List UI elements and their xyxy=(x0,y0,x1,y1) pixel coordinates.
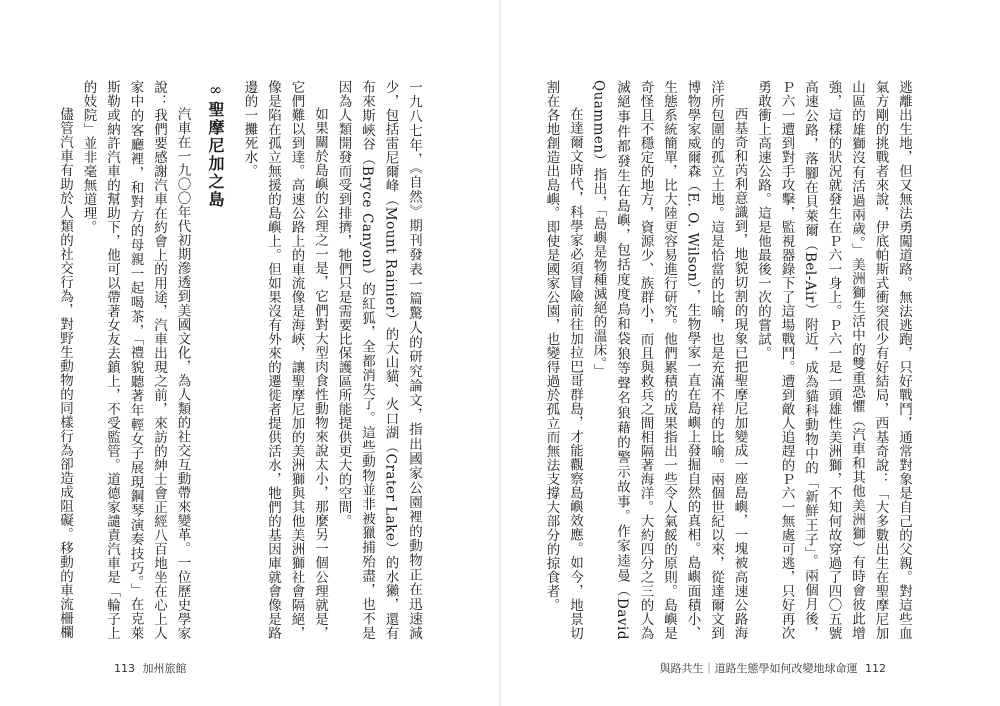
section-title: 聖摩尼加之島 xyxy=(206,101,225,209)
page-number: 113 xyxy=(114,662,135,675)
paragraph: 一九八七年，《自然》期刊發表一篇驚人的研究論文，指出國家公園裡的動物正在迅速減少，包括雷尼爾峰（Mount Rainier）的大山貓、火口湖（Crater Lake）的水獺，還有布來斯峽谷（Bryce Canyon）的紅狐，全都消失了。這些動物並非被獵捕殆盡，也不是因為人類開發而受到排擠，牠們只是需要比保護區所能提供更大的空間。 xyxy=(335,80,422,640)
running-title: 加州旅館 xyxy=(142,662,187,675)
paragraph: 如果關於島嶼的公理之一是，它們對大型肉食性動物來說太小，那麼另一個公理就是，它們難以到達。高速公路上的車流像是海峽，讓聖摩尼加的美洲獅與其他美洲獅社會隔絕，像是陷在孤立無援的島嶼上。但如果沒有外來的遷徙者提供活水，牠們的基因庫就會像是路邊的一攤死水。 xyxy=(241,80,328,640)
section-number: ∞ xyxy=(206,80,225,101)
running-title: 與路共生｜道路生態學如何改變地球命運 xyxy=(659,662,858,675)
section-heading xyxy=(204,80,228,640)
paragraph: 汽車在一九〇〇年代初期滲透到美國文化，為人類的社交互動帶來變革。一位歷史學家說：我們要感謝汽車在約會上的用途，汽車出現之前，來訪的紳士會正經八百地坐在心上人家中的客廳裡，和對方的母親一起喝茶，「禮貌聽著年輕女子展現鋼琴演奏技巧。」在克萊斯勒或納許汽車的幫助下，他可以帶著女友去鎮上，不受監管。道德家譴責汽車是「輪子上的妓院」並非毫無道理。 xyxy=(80,80,191,640)
paragraph: 逃離出生地，但又無法勇闖道路。無法逃跑，只好戰鬥，通常對象是自己的父親。對這些血氣方剛的挑戰者來說，伊底帕斯式衝突很少有好結局，西基奇說：「大多數出生在聖摩尼加山區的雄獅沒有活過兩歲。」美洲獅生活中的雙重恐懼（汽車和其他美洲獅）有時會彼此增強，這樣的狀況就發生在Ｐ六一身上。Ｐ六一是一頭雄性美洲獅，不知何故穿過了四〇五號高速公路，落腳在貝萊爾（Bel-Air）附近，成為貓科動物中的「新鮮王子」。兩個月後，Ｐ六一遭到對手攻擊，監視器錄下了這場戰鬥。遭到敵人追趕的Ｐ六一無處可逃，只好再次勇敢衝上高速公路。這是他最後一次的嘗試。 xyxy=(755,80,912,640)
paragraph: 在達爾文時代，科學家必須冒險前往加拉巴哥群島，才能觀察島嶼效應。如今，地景切割在各地創造出島嶼。即使是國家公園，也變得過於孤立而無法支撐大部分的掠食者。 xyxy=(543,80,583,640)
paragraph: 儘管汽車有助於人類的社交行為，對野生動物的同樣行為卻造成阻礙。移動的車流柵欄 xyxy=(57,107,73,639)
left-page-footer xyxy=(110,660,187,676)
right-page-text xyxy=(543,80,915,640)
page-number: 112 xyxy=(865,662,886,675)
paragraph: 西基奇和芮利意識到，地貌切割的現象已把聖摩尼加變成一座島嶼，一塊被高速公路海洋所包圍的孤立土地。這是恰當的比喻，也是充滿不祥的比喻。兩個世紀以來，從達爾文到博物學家威爾森（E. O. Wilson），生物學家一直在島嶼上發掘自然的真相。島嶼面積小、生態系統簡單，比大陸更容易進行研究。他們累積的成果指出一些令人氣餒的原則。島嶼是奇怪且不穩定的地方，資源少、族群小，而且與救兵之間相隔著海洋。大約四分之三的人為滅絕事件都發生在島嶼，包括度度鳥和袋狼等聲名狼藉的警示故事。作家逵曼（David Quammen）指出，「島嶼是物種滅絕的溫床。」 xyxy=(590,80,748,640)
left-page-text xyxy=(57,80,425,640)
right-page-footer xyxy=(660,660,891,676)
